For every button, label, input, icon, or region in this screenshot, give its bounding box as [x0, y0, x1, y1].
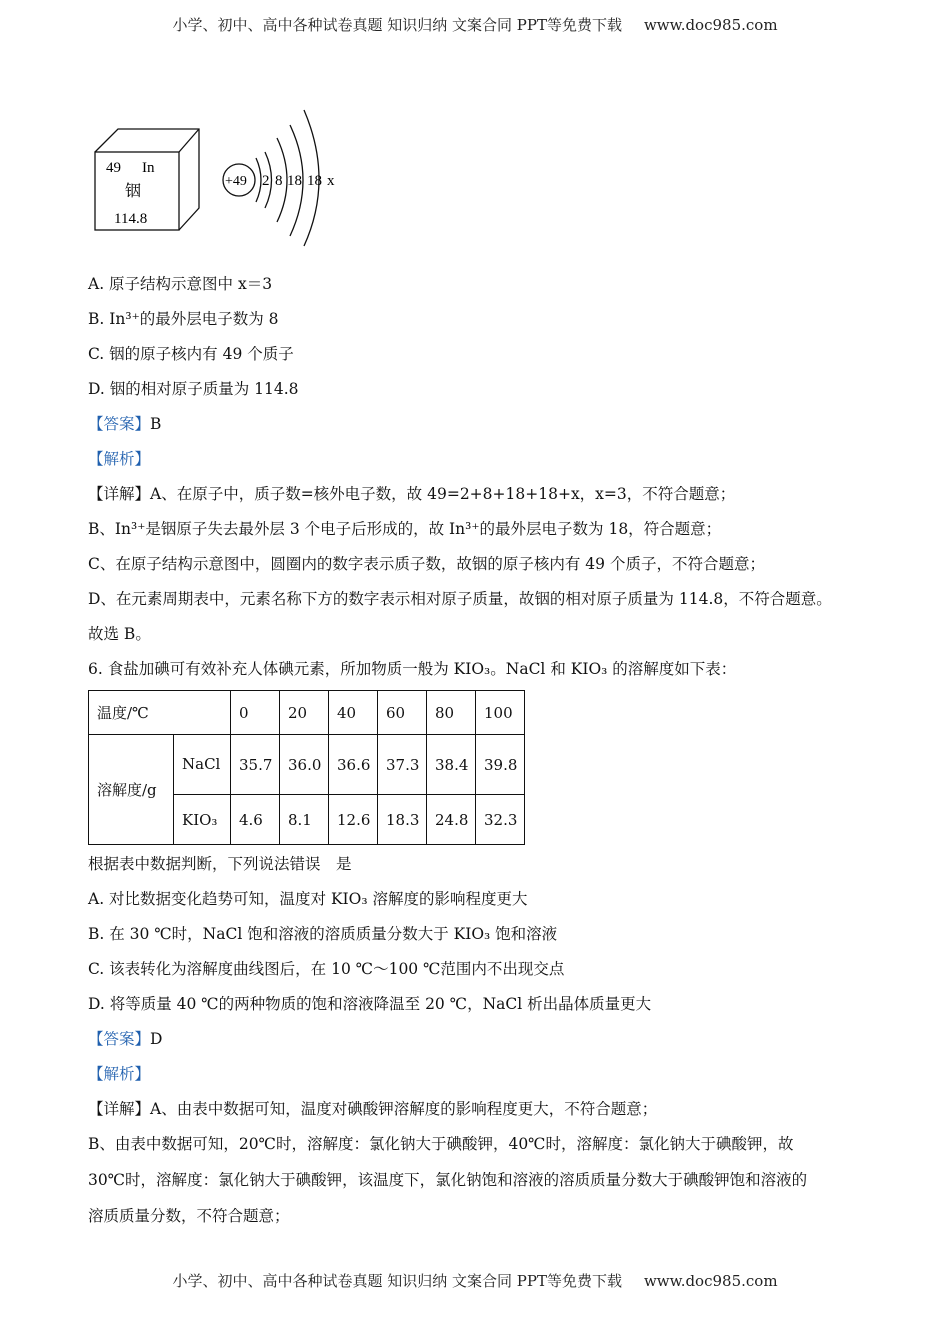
answer-value: B: [150, 415, 162, 433]
value-cell: 36.6: [329, 735, 378, 795]
element-cell-svg: [92, 100, 352, 250]
q6-detail-b-line3: 溶质质量分数，不符合题意；: [88, 1207, 290, 1225]
value-cell: 32.3: [476, 795, 525, 845]
element-name: 铟: [125, 181, 142, 200]
temp-label: 温度/℃: [89, 691, 231, 735]
footer-url[interactable]: www.doc985.com: [643, 1272, 778, 1290]
q6-stem: 6. 食盐加碘可有效补充人体碘元素，所加物质一般为 KIO₃。NaCl 和 KIO₃ 的溶解度如下表：: [88, 660, 737, 678]
atomic-number: 49: [106, 160, 121, 176]
header-url[interactable]: www.doc985.com: [643, 16, 778, 34]
temp-cell: 20: [280, 691, 329, 735]
q6-option-c: C. 该表转化为溶解度曲线图后，在 10 ℃～100 ℃范围内不出现交点: [88, 960, 565, 978]
temp-cell: 100: [476, 691, 525, 735]
q6-option-b: B. 在 30 ℃时，NaCl 饱和溶液的溶质质量分数大于 KIO₃ 饱和溶液: [88, 925, 558, 943]
q6-option-d: D. 将等质量 40 ℃的两种物质的饱和溶液降温至 20 ℃，NaCl 析出晶体质量更大: [88, 995, 652, 1013]
temp-cell: 80: [427, 691, 476, 735]
value-cell: 12.6: [329, 795, 378, 845]
q6-analysis-tag: 【解析】: [88, 1065, 151, 1083]
temp-cell: 40: [329, 691, 378, 735]
answer-tag: 【答案】: [88, 1030, 151, 1048]
q5-detail-a: 【详解】A、在原子中，质子数=核外电子数，故 49=2+8+18+18+x，x=3，不符合题意；: [88, 485, 736, 503]
q5-answer: [88, 414, 161, 434]
value-cell: 35.7: [231, 735, 280, 795]
q5-option-c: C. 铟的原子核内有 49 个质子: [88, 345, 294, 363]
value-cell: 8.1: [280, 795, 329, 845]
footer-title: 小学、初中、高中各种试卷真题 知识归纳 文案合同 PPT等免费下载: [172, 1272, 622, 1290]
q6-detail-b-line2: 30℃时，溶解度：氯化钠大于碘酸钾，该温度下，氯化钠饱和溶液的溶质质量分数大于碘酸钾饱和溶液的: [88, 1171, 808, 1189]
shell-1: 2: [262, 173, 270, 189]
solubility-label: 溶解度/g: [89, 735, 174, 845]
atomic-mass: 114.8: [114, 211, 148, 227]
q6-detail-b-line1: B、由表中数据可知，20℃时，溶解度：氯化钠大于碘酸钾，40℃时，溶解度：氯化钠大于碘酸钾，故: [88, 1135, 794, 1153]
row-name-kio3: KIO₃: [174, 795, 231, 845]
table-row-nacl: [89, 735, 525, 795]
indium-element-figure: [92, 100, 352, 250]
q5-detail-d: D、在元素周期表中，元素名称下方的数字表示相对原子质量，故铟的相对原子质量为 114.8，不符合题意。: [88, 590, 832, 608]
q6-answer: [88, 1029, 162, 1049]
answer-value: D: [150, 1030, 163, 1048]
shell-3: 18: [287, 173, 302, 189]
q5-detail-c: C、在原子结构示意图中，圆圈内的数字表示质子数，故铟的原子核内有 49 个质子，不符合题意；: [88, 555, 765, 573]
q6-detail-a: 【详解】A、由表中数据可知，温度对碘酸钾溶解度的影响程度更大，不符合题意；: [88, 1100, 658, 1118]
value-cell: 39.8: [476, 735, 525, 795]
page-footer: [0, 1270, 950, 1291]
value-cell: 38.4: [427, 735, 476, 795]
q6-prompt: 根据表中数据判断，下列说法错误 是: [88, 855, 352, 873]
answer-tag: 【答案】: [88, 415, 151, 433]
row-name-nacl: NaCl: [174, 735, 231, 795]
value-cell: 4.6: [231, 795, 280, 845]
shell-4: 18: [307, 173, 322, 189]
q5-conclusion: 故选 B。: [88, 625, 151, 643]
q5-option-b: B. In³⁺的最外层电子数为 8: [88, 310, 279, 328]
header-title: 小学、初中、高中各种试卷真题 知识归纳 文案合同 PPT等免费下载: [172, 16, 622, 34]
table-row-temp: [89, 691, 525, 735]
shell-2: 8: [275, 173, 283, 189]
page-header: [0, 14, 950, 35]
value-cell: 37.3: [378, 735, 427, 795]
q5-detail-b: B、In³⁺是铟原子失去最外层 3 个电子后形成的，故 In³⁺的最外层电子数为 18，符合题意；: [88, 520, 722, 538]
temp-cell: 0: [231, 691, 280, 735]
element-symbol: In: [142, 160, 155, 176]
q5-option-d: D. 铟的相对原子质量为 114.8: [88, 380, 299, 398]
nucleus-charge: +49: [225, 174, 247, 189]
q5-option-a: A. 原子结构示意图中 x＝3: [88, 275, 273, 293]
value-cell: 24.8: [427, 795, 476, 845]
temp-cell: 60: [378, 691, 427, 735]
shell-5: x: [327, 173, 335, 189]
solubility-table: [88, 690, 525, 845]
q6-option-a: A. 对比数据变化趋势可知，温度对 KIO₃ 溶解度的影响程度更大: [88, 890, 528, 908]
q5-analysis-tag: 【解析】: [88, 450, 151, 468]
value-cell: 18.3: [378, 795, 427, 845]
value-cell: 36.0: [280, 735, 329, 795]
